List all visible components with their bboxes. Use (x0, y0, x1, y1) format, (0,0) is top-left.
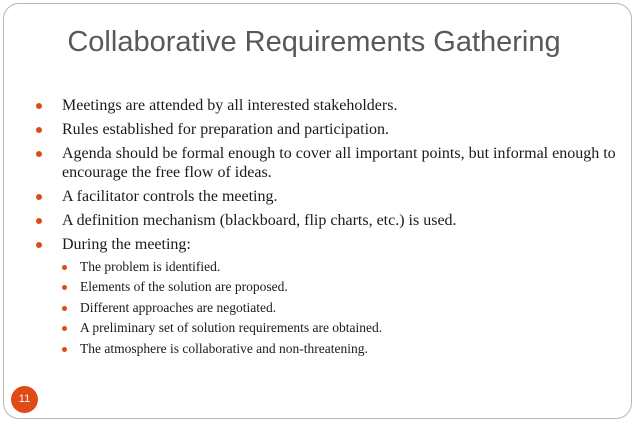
sub-bullet-text: The problem is identified. (80, 259, 221, 274)
bullet-icon (36, 194, 42, 200)
bullet-item (26, 235, 616, 254)
bullet-icon (36, 127, 42, 133)
sub-bullet-text: The atmosphere is collaborative and non-threatening. (80, 340, 368, 356)
bullet-text: During the meeting: (62, 236, 191, 253)
bullet-text: A facilitator controls the meeting. (62, 188, 278, 205)
sub-bullet-text: Different approaches are negotiated. (80, 299, 277, 315)
slide-number-badge: 11 (11, 386, 38, 413)
bullet-icon (36, 103, 42, 109)
sub-bullet-text: Elements of the solution are proposed. (80, 279, 288, 295)
bullet-text: Rules established for preparation and participation. (62, 121, 390, 138)
bullet-item (26, 120, 616, 139)
sub-bullet-item (26, 341, 616, 357)
sub-bullet-item (26, 300, 616, 316)
slide-title: Collaborative Requirements Gathering (67, 26, 561, 58)
sub-bullet-icon (62, 285, 67, 290)
bullet-item (26, 96, 616, 115)
bullet-list (26, 96, 616, 361)
sub-bullet-item (26, 320, 616, 336)
bullet-icon (36, 151, 42, 157)
sub-bullet-icon (62, 265, 67, 270)
bullet-icon (36, 242, 42, 248)
bullet-item (26, 144, 616, 182)
slide-frame (3, 3, 632, 419)
sub-bullet-icon (62, 306, 67, 311)
sub-bullet-icon (62, 326, 67, 331)
bullet-item (26, 211, 616, 230)
bullet-icon (36, 218, 42, 224)
bullet-text: A definition mechanism (blackboard, flip charts, etc.) is used. (62, 212, 457, 229)
sub-bullet-text: A preliminary set of solution requirements are obtained. (80, 320, 383, 336)
sub-bullet-item (26, 279, 616, 295)
sub-bullet-icon (62, 347, 67, 352)
bullet-item (26, 187, 616, 206)
bullet-text: Meetings are attended by all interested stakeholders. (62, 97, 398, 114)
sub-bullet-item (26, 259, 616, 275)
bullet-text: Agenda should be formal enough to cover all important points, but informal enough to encourage the free flow of ideas. (62, 145, 616, 181)
